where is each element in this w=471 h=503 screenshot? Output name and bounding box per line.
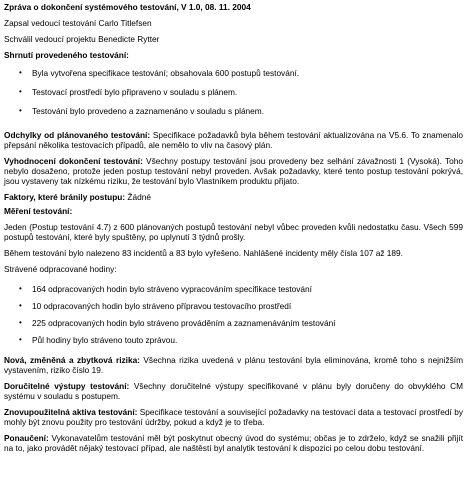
bullet-icon: • xyxy=(19,318,22,327)
bullet-icon: • xyxy=(19,301,22,310)
deliverables-text: Všechny doručitelné výstupy specifikované v plánu byly doručeny do obvyklého CM systému v souladu s postupem. xyxy=(4,381,464,401)
measurements-paragraph-2: Během testování bylo nalezeno 83 incidentů a 83 bylo vyřešeno. Nahlášené incidenty měly čísla 107 až 189. xyxy=(4,248,403,258)
deviations-text: Specifikace požadavků byla během testování aktualizována na V5.6. To znamenalo přepsání několika testovacích případů, ale nemělo to vliv na časový plán. xyxy=(4,130,463,150)
recorded-by: Zapsal vedoucí testování Carlo Titlefsen xyxy=(4,18,152,28)
summary-list xyxy=(4,68,463,116)
reusable-assets-label: Znovupoužitelná aktiva testování: xyxy=(4,407,138,417)
bullet-icon: • xyxy=(19,284,22,293)
approved-by: Schválil vedoucí projektu Benedicte Rytter xyxy=(4,34,160,44)
hours-intro: Strávené odpracované hodiny: xyxy=(4,264,117,274)
lessons-learned-section xyxy=(4,433,463,453)
deviations-label: Odchylky od plánovaného testování: xyxy=(4,130,151,140)
list-item: • Půl hodiny bylo stráveno touto zprávou. xyxy=(19,335,178,345)
blocking-factors-text: Žádné xyxy=(125,192,151,202)
exit-evaluation-label: Vyhodnocení dokončení testování: xyxy=(4,156,143,166)
risks-label: Nová, změněná a zbytková rizika: xyxy=(4,355,140,365)
reusable-assets-section xyxy=(4,407,463,427)
list-item: • Byla vytvořena specifikace testování; obsahovala 600 postupů testování. xyxy=(19,68,300,78)
list-item: • 225 odpracovaných hodin bylo stráveno prováděním a zaznamenáváním testování xyxy=(19,318,336,328)
hours-list xyxy=(4,284,463,345)
bullet-icon: • xyxy=(19,87,22,96)
measurements-paragraph-1: Jeden (Postup testování 4.7) z 600 plánovaných postupů testování nebyl vůbec proveden kvůli nedostatku času. Všech 599 postupů testování, které byly spuštěny, po uplynutí 3 týdnů prošly. xyxy=(4,222,463,242)
deliverables-section xyxy=(4,381,463,401)
exit-evaluation-section xyxy=(4,156,463,186)
deviations-section xyxy=(4,130,463,150)
risks-text: Všechna rizika uvedená v plánu testování byla eliminována, kromě toho s nejnižším vystavením, riziko číslo 19. xyxy=(4,355,463,375)
bullet-icon: • xyxy=(19,106,22,115)
exit-evaluation-text: Všechny postupy testování jsou provedeny bez selhání závažnosti 1 (Vysoká). Toho nebylo dosaženo, protože jeden postup testování nebyl proveden. Avšak požadavky, které tento postup testování pokrývá, jsou vystaveny tak nízkému riziku, že testování bylo Vlastníkem produktu přijato. xyxy=(4,156,463,186)
risks-section xyxy=(4,355,463,375)
reusable-assets-text: Specifikace testování a související požadavky na testovací data a testovací prostředí by mohly být znovu použity pro testování údržby, pokud a když je to třeba. xyxy=(4,407,463,427)
blocking-factors-section xyxy=(4,192,463,202)
lessons-learned-label: Ponaučení: xyxy=(4,433,49,443)
lessons-learned-text: Vykonavatelům testování měl být poskytnut obecný úvod do systému; občas je to zdrželo, když se snažili přijít na to, jako provádět nějaký testovací případ, ale naštěstí byl analytik testování k dispozici po celou dobu testování. xyxy=(4,433,463,453)
list-item: • 164 odpracovaných hodin bylo stráveno vypracováním specifikace testování xyxy=(19,284,312,294)
list-item: • 10 odpracovaných hodin bylo stráveno přípravou testovacího prostředí xyxy=(19,301,292,311)
measurements-heading: Měření testování: xyxy=(4,206,73,216)
document-title: Zpráva o dokončení systémového testování, V 1.0, 08. 11. 2004 xyxy=(4,2,251,12)
bullet-icon: • xyxy=(19,335,22,344)
deliverables-label: Doručitelné výstupy testování: xyxy=(4,381,130,391)
list-item: • Testování bylo provedeno a zaznamenáno v souladu s plánem. xyxy=(19,106,265,116)
bullet-icon: • xyxy=(19,68,22,77)
list-item: • Testovací prostředí bylo připraveno v souladu s plánem. xyxy=(19,87,238,97)
blocking-factors-label: Faktory, které bránily postupu: xyxy=(4,192,126,202)
summary-heading: Shrnutí provedeného testování: xyxy=(4,50,129,60)
